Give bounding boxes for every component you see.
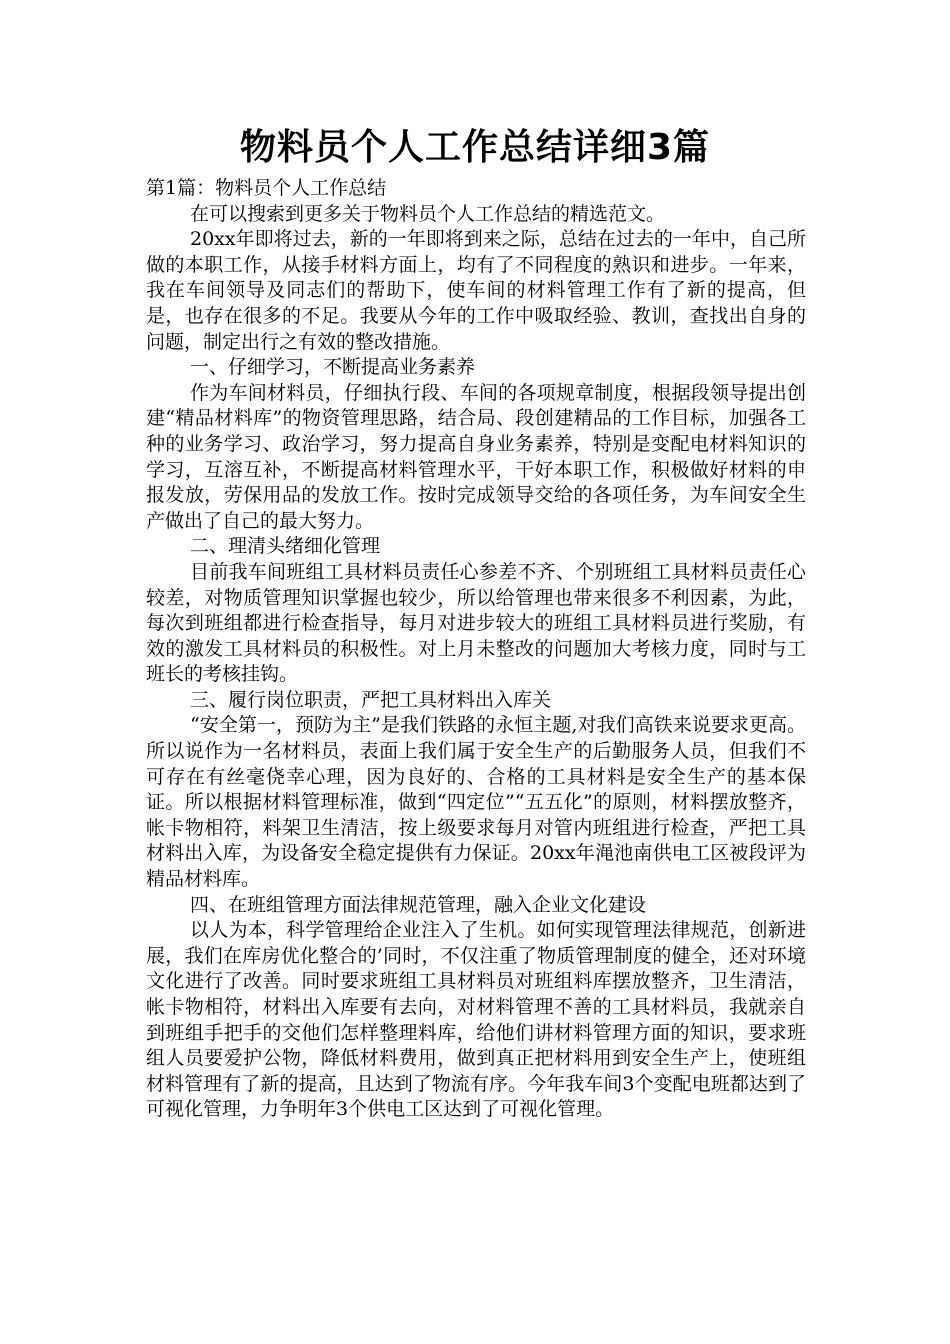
part-label: 第1篇：物料员个人工作总结 [146, 177, 387, 199]
paragraph-overview: 20xx年即将过去，新的一年即将到来之际，总结在过去的一年中，自己所做的本职工作，从接手材料方面上，均有了不同程度的熟识和进步。一年来，我在车间领导及同志们的帮助下，使车间的材料管理工作有了新的提高，但是，也存在很多的不足。我要从今年的工作中吸取经验、教训，查找出自身的问题，制定出行之有效的整改措施。 [146, 228, 806, 353]
paragraph-section-1: 作为车间材料员，仔细执行段、车间的各项规章制度，根据段领导提出创建“精品材料库”的物资管理思路，结合局、段创建精品的工作目标，加强各工种的业务学习、政治学习，努力提高自身业务素养，特别是变配电材料知识的学习，互溶互补，不断提高材料管理水平，干好本职工作，积极做好材料的申报发放，劳保用品的发放工作。按时完成领导交给的各项任务，为车间安全生产做出了自己的最大努力。 [146, 381, 806, 532]
section-heading-2: 二、理清头绪细化管理 [190, 535, 381, 558]
paragraph-section-3: “安全第一，预防为主”是我们铁路的永恒主题,对我们高铁来说要求更高。所以说作为一名材料员，表面上我们属于安全生产的后勤服务人员，但我们不可存在有丝毫侥幸心理，因为良好的、合格的工具材料是安全生产的基本保证。所以根据材料管理标准，做到“四定位”“五五化”的原则，材料摆放整齐，帐卡物相符，料架卫生清洁，按上级要求每月对管内班组进行检查，严把工具材料出入库，为设备安全稳定提供有力保证。20xx年渑池南供电工区被段评为精品材料库。 [146, 714, 806, 891]
paragraph-section-4: 以人为本，科学管理给企业注入了生机。如何实现管理法律规范，创新进展，我们在库房优化整合的’同时，不仅注重了物质管理制度的健全，还对环境文化进行了改善。同时要求班组工具材料员对班组料库摆放整齐，卫生清洁，帐卡物相符，材料出入库要有去向，对材料管理不善的工具材料员，我就亲自到班组手把手的交他们怎样整理料库，给他们讲材料管理方面的知识，要求班组人员要爱护公物，降低材料费用，做到真正把材料用到安全生产上，使班组材料管理有了新的提高，且达到了物流有序。今年我车间3个变配电班都达到了可视化管理，力争明年3个供电工区达到了可视化管理。 [146, 919, 806, 1121]
paragraph-section-2: 目前我车间班组工具材料员责任心参差不齐、个别班组工具材料员责任心较差，对物质管理知识掌握也较少，所以给管理也带来很多不利因素，为此，每次到班组都进行检查指导，每月对进步较大的班组工具材料员进行奖励，有效的激发工具材料员的积极性。对上月未整改的问题加大考核力度，同时与工班长的考核挂钩。 [146, 560, 806, 686]
document-title: 物料员个人工作总结详细3篇 [239, 127, 711, 168]
section-heading-1: 一、仔细学习，不断提高业务素养 [190, 356, 476, 379]
document-body [146, 176, 806, 1123]
section-heading-3: 三、履行岗位职责，严把工具材料出入库关 [190, 688, 552, 711]
paragraph-intro: 在可以搜索到更多关于物料员个人工作总结的精选范文。 [190, 202, 666, 225]
section-heading-4: 四、在班组管理方面法律规范管理，融入企业文化建设 [190, 893, 647, 916]
